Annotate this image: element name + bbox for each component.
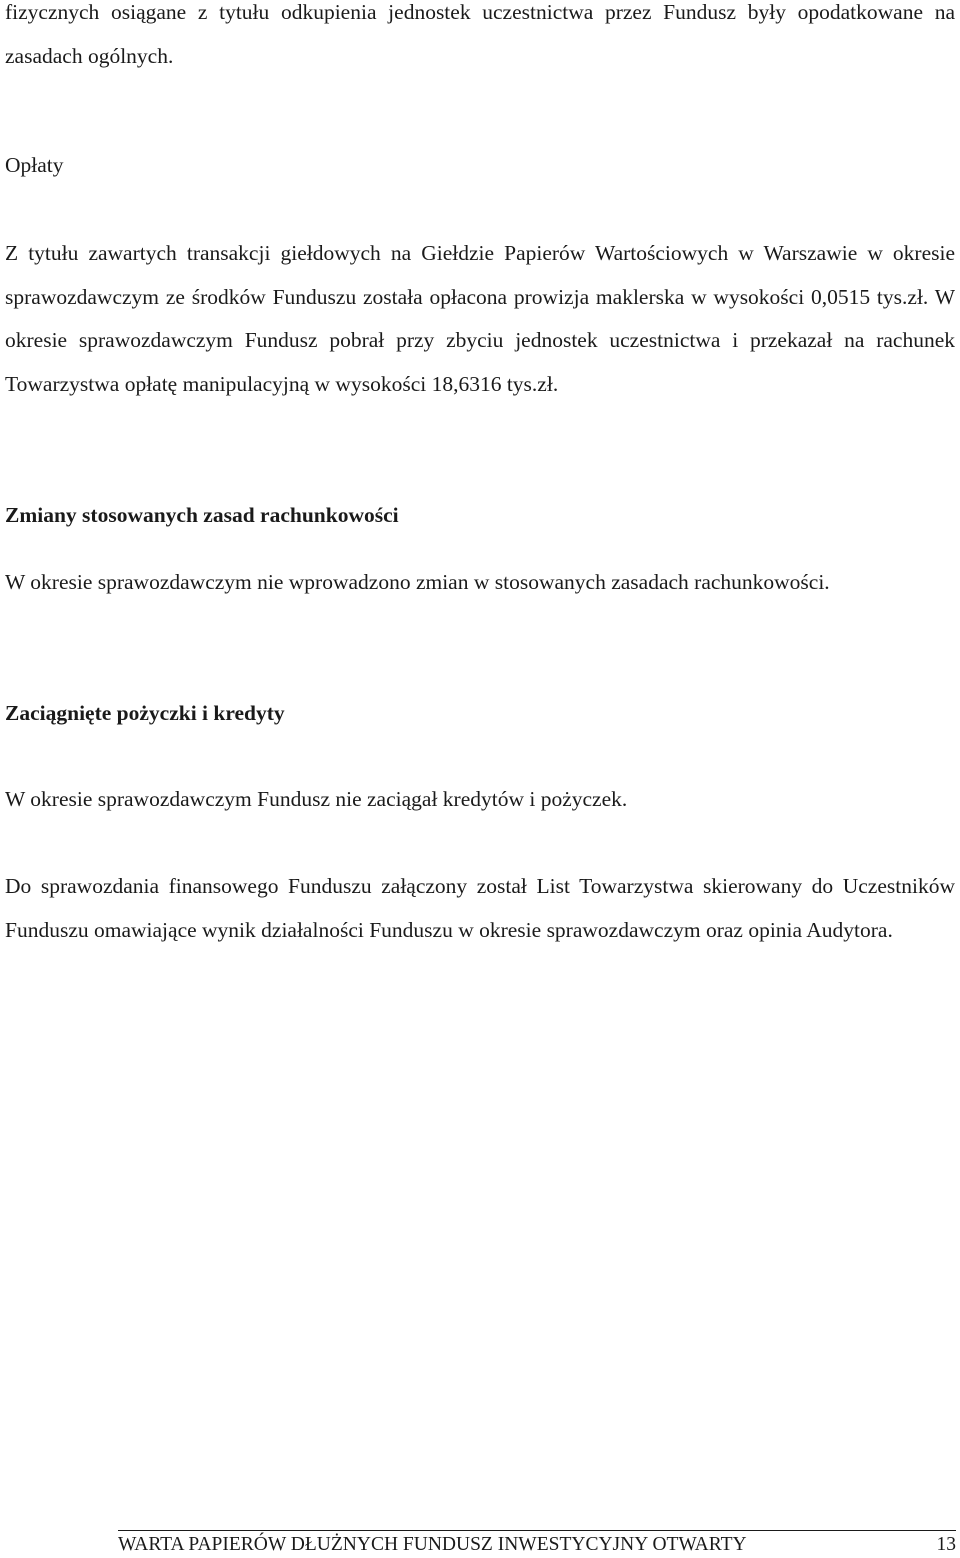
intro-paragraph: fizycznych osiągane z tytułu odkupienia jednostek uczestnictwa przez Fundusz były opodatkowane na zasadach ogólnych. (5, 0, 955, 68)
list-paragraph: Do sprawozdania finansowego Funduszu załączony został List Towarzystwa skierowany do Uczestników Funduszu omawiające wynik działalności Funduszu w okresie sprawozdawczym oraz opinia Audytora. (5, 874, 955, 942)
footer-fund-name: WARTA PAPIERÓW DŁUŻNYCH FUNDUSZ INWESTYCYJNY OTWARTY (118, 1534, 747, 1555)
section-heading-zmiany: Zmiany stosowanych zasad rachunkowości (5, 503, 399, 527)
section-heading-oplaty: Opłaty (5, 153, 64, 177)
footer-page-number: 13 (936, 1534, 956, 1555)
page-footer (118, 1530, 956, 1558)
section-heading-pozyczki: Zaciągnięte pożyczki i kredyty (5, 701, 285, 725)
pozyczki-paragraph: W okresie sprawozdawczym Fundusz nie zaciągał kredytów i pożyczek. (5, 787, 628, 811)
oplaty-paragraph: Z tytułu zawartych transakcji giełdowych na Giełdzie Papierów Wartościowych w Warszawie w okresie sprawozdawczym ze środków Funduszu została opłacona prowizja maklerska w wysokości 0,0515 tys.zł. W okresie sprawozdawczym Fundusz pobrał przy zbyciu jednostek uczestnictwa i przekazał na rachunek Towarzystwa opłatę manipulacyjną w wysokości 18,6316 tys.zł. (5, 241, 955, 396)
zmiany-paragraph: W okresie sprawozdawczym nie wprowadzono zmian w stosowanych zasadach rachunkowości. (5, 570, 830, 594)
